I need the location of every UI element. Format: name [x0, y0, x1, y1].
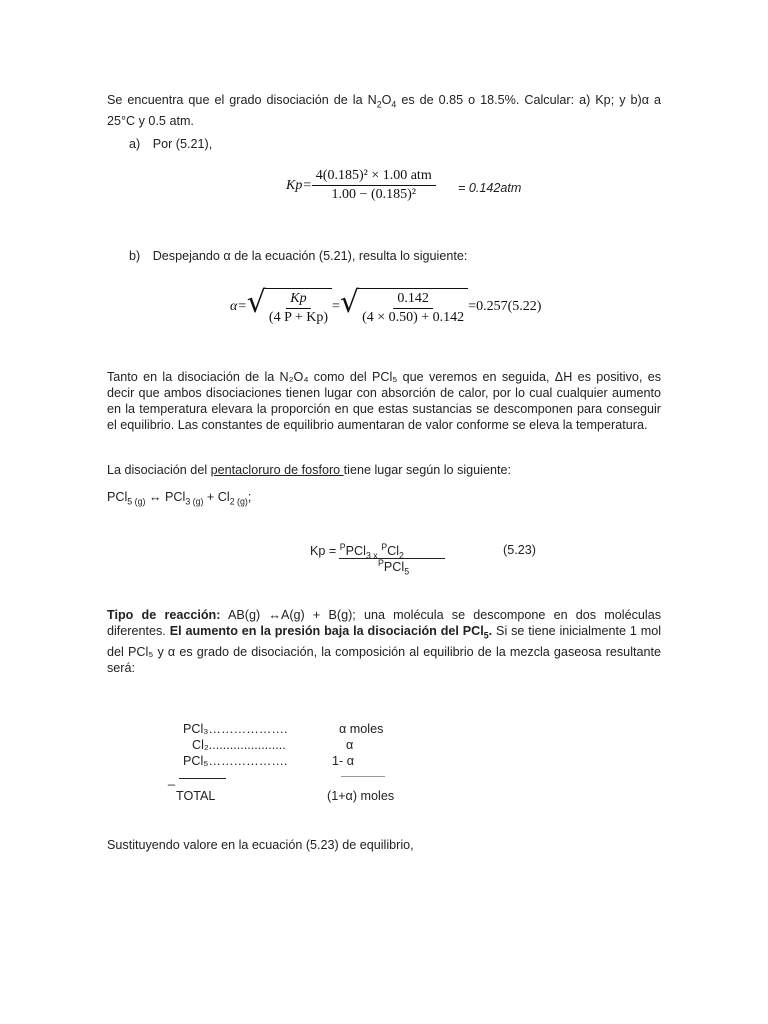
eq2-frac1-num: Kp — [286, 291, 310, 309]
eq1-result: = 0.142atm — [458, 181, 522, 195]
row-value: α — [346, 738, 354, 752]
eq3-denominator: $^P$PCl$_5$ — [378, 558, 410, 577]
part-a-text: Por (5.21), — [152, 137, 213, 151]
eq2-frac2-den: (4 × 0.50) + 0.142 — [362, 310, 465, 325]
part-a-item — [129, 137, 212, 151]
row-label: Cl₂...................... — [192, 738, 286, 752]
pentacloruro-link[interactable]: pentacloruro de fosforo — [210, 463, 344, 477]
intro-sub-4: 4 — [391, 99, 397, 110]
table-rule-left — [179, 778, 226, 779]
eq1-denominator: 1.00 − (0.185)² — [331, 187, 416, 202]
eq2-lhs: α= — [230, 299, 247, 314]
eq2-sqrt-1: √ $\frac{Kp}{(4 P + Kp)}$ — [247, 288, 332, 326]
part-b-text: Despejando α de la ecuación (5.21), resulta lo siguiente: — [152, 249, 468, 263]
row-value: 1- α — [332, 754, 354, 768]
table-dash: _ — [168, 772, 176, 786]
row-value: α moles — [339, 722, 384, 736]
eq1-numerator: 4(0.185)² × 1.00 atm — [312, 168, 436, 186]
paragraph-pcl5: La disociación del pentacloruro de fosforo tiene lugar según lo siguiente: — [107, 463, 511, 477]
intro-paragraph: Se encuentra que el grado disociación de la $N_2O_4$ es de 0.85 o 18.5%. Calcular: a) Kp; y b)α a 25°C y 0.5 atm. — [107, 93, 661, 128]
equation-kp-pcl5: Kp = $^P$PCl$_{3 x}$ $^PCl_2$ — [310, 542, 404, 561]
eq1-fraction — [312, 168, 436, 203]
total-value: (1+α) moles — [327, 789, 395, 803]
row-label: PCl₃………………. — [183, 722, 288, 736]
eq1-lhs: Kp= — [286, 177, 312, 193]
eq3-number: (5.23) — [503, 543, 536, 557]
eq2-equals: = — [332, 299, 340, 314]
table-row — [183, 754, 443, 770]
equation-alpha — [230, 285, 542, 326]
table-row — [183, 722, 443, 738]
total-label: TOTAL — [176, 789, 216, 803]
eq2-sqrt-2: √ $\frac{0.142}{(4 \times 0.50) + 0.142}$ — [340, 288, 468, 326]
equation-kp — [286, 168, 436, 203]
row-label: PCl₅………………. — [183, 754, 288, 768]
eq2-frac2-num: 0.142 — [393, 291, 433, 309]
reaction-equation: PCl$_{5 (g)}$ ↔ $PCl_{3 (g)} + Cl_{2 (g)}$; — [107, 490, 252, 507]
closing-paragraph: Sustituyendo valore en la ecuación (5.23) de equilibrio, — [107, 838, 414, 852]
intro-sub-2: 2 — [376, 99, 382, 110]
eq2-frac1-den: (4 P + Kp) — [268, 310, 329, 325]
part-b-label: b) — [129, 249, 141, 263]
paragraph-reaction-type: Tipo de reacción: AB(g) ↔A(g) + B(g); una molécula se descompone en dos moléculas diferentes. El aumento en la presión baja la disociación del PCl$_5$. Si se tiene inicialmente 1 mol del PCl₅ y α es grado de disociación, la composición al equilibrio de la mezcla gaseosa resultante será: — [107, 608, 661, 675]
part-a-label: a) — [129, 137, 141, 151]
eq2-result: =0.257(5.22) — [468, 299, 542, 314]
table-row — [183, 738, 443, 754]
paragraph-dissociation: Tanto en la disociación de la N₂O₄ como del PCl₅ que veremos en seguida, ΔH es positivo, es decir que ambos disociaciones tienen lugar con absorción de calor, por lo cual cualquier aumento en la temperatura elevara la proporción en que estas sustancias se descomponen para conseguir el equilibrio. Las constantes de equilibrio aumentaran de valor conforme se eleva la temperatura. — [107, 370, 661, 432]
table-rule-right — [341, 776, 385, 777]
part-b-item — [129, 249, 467, 263]
